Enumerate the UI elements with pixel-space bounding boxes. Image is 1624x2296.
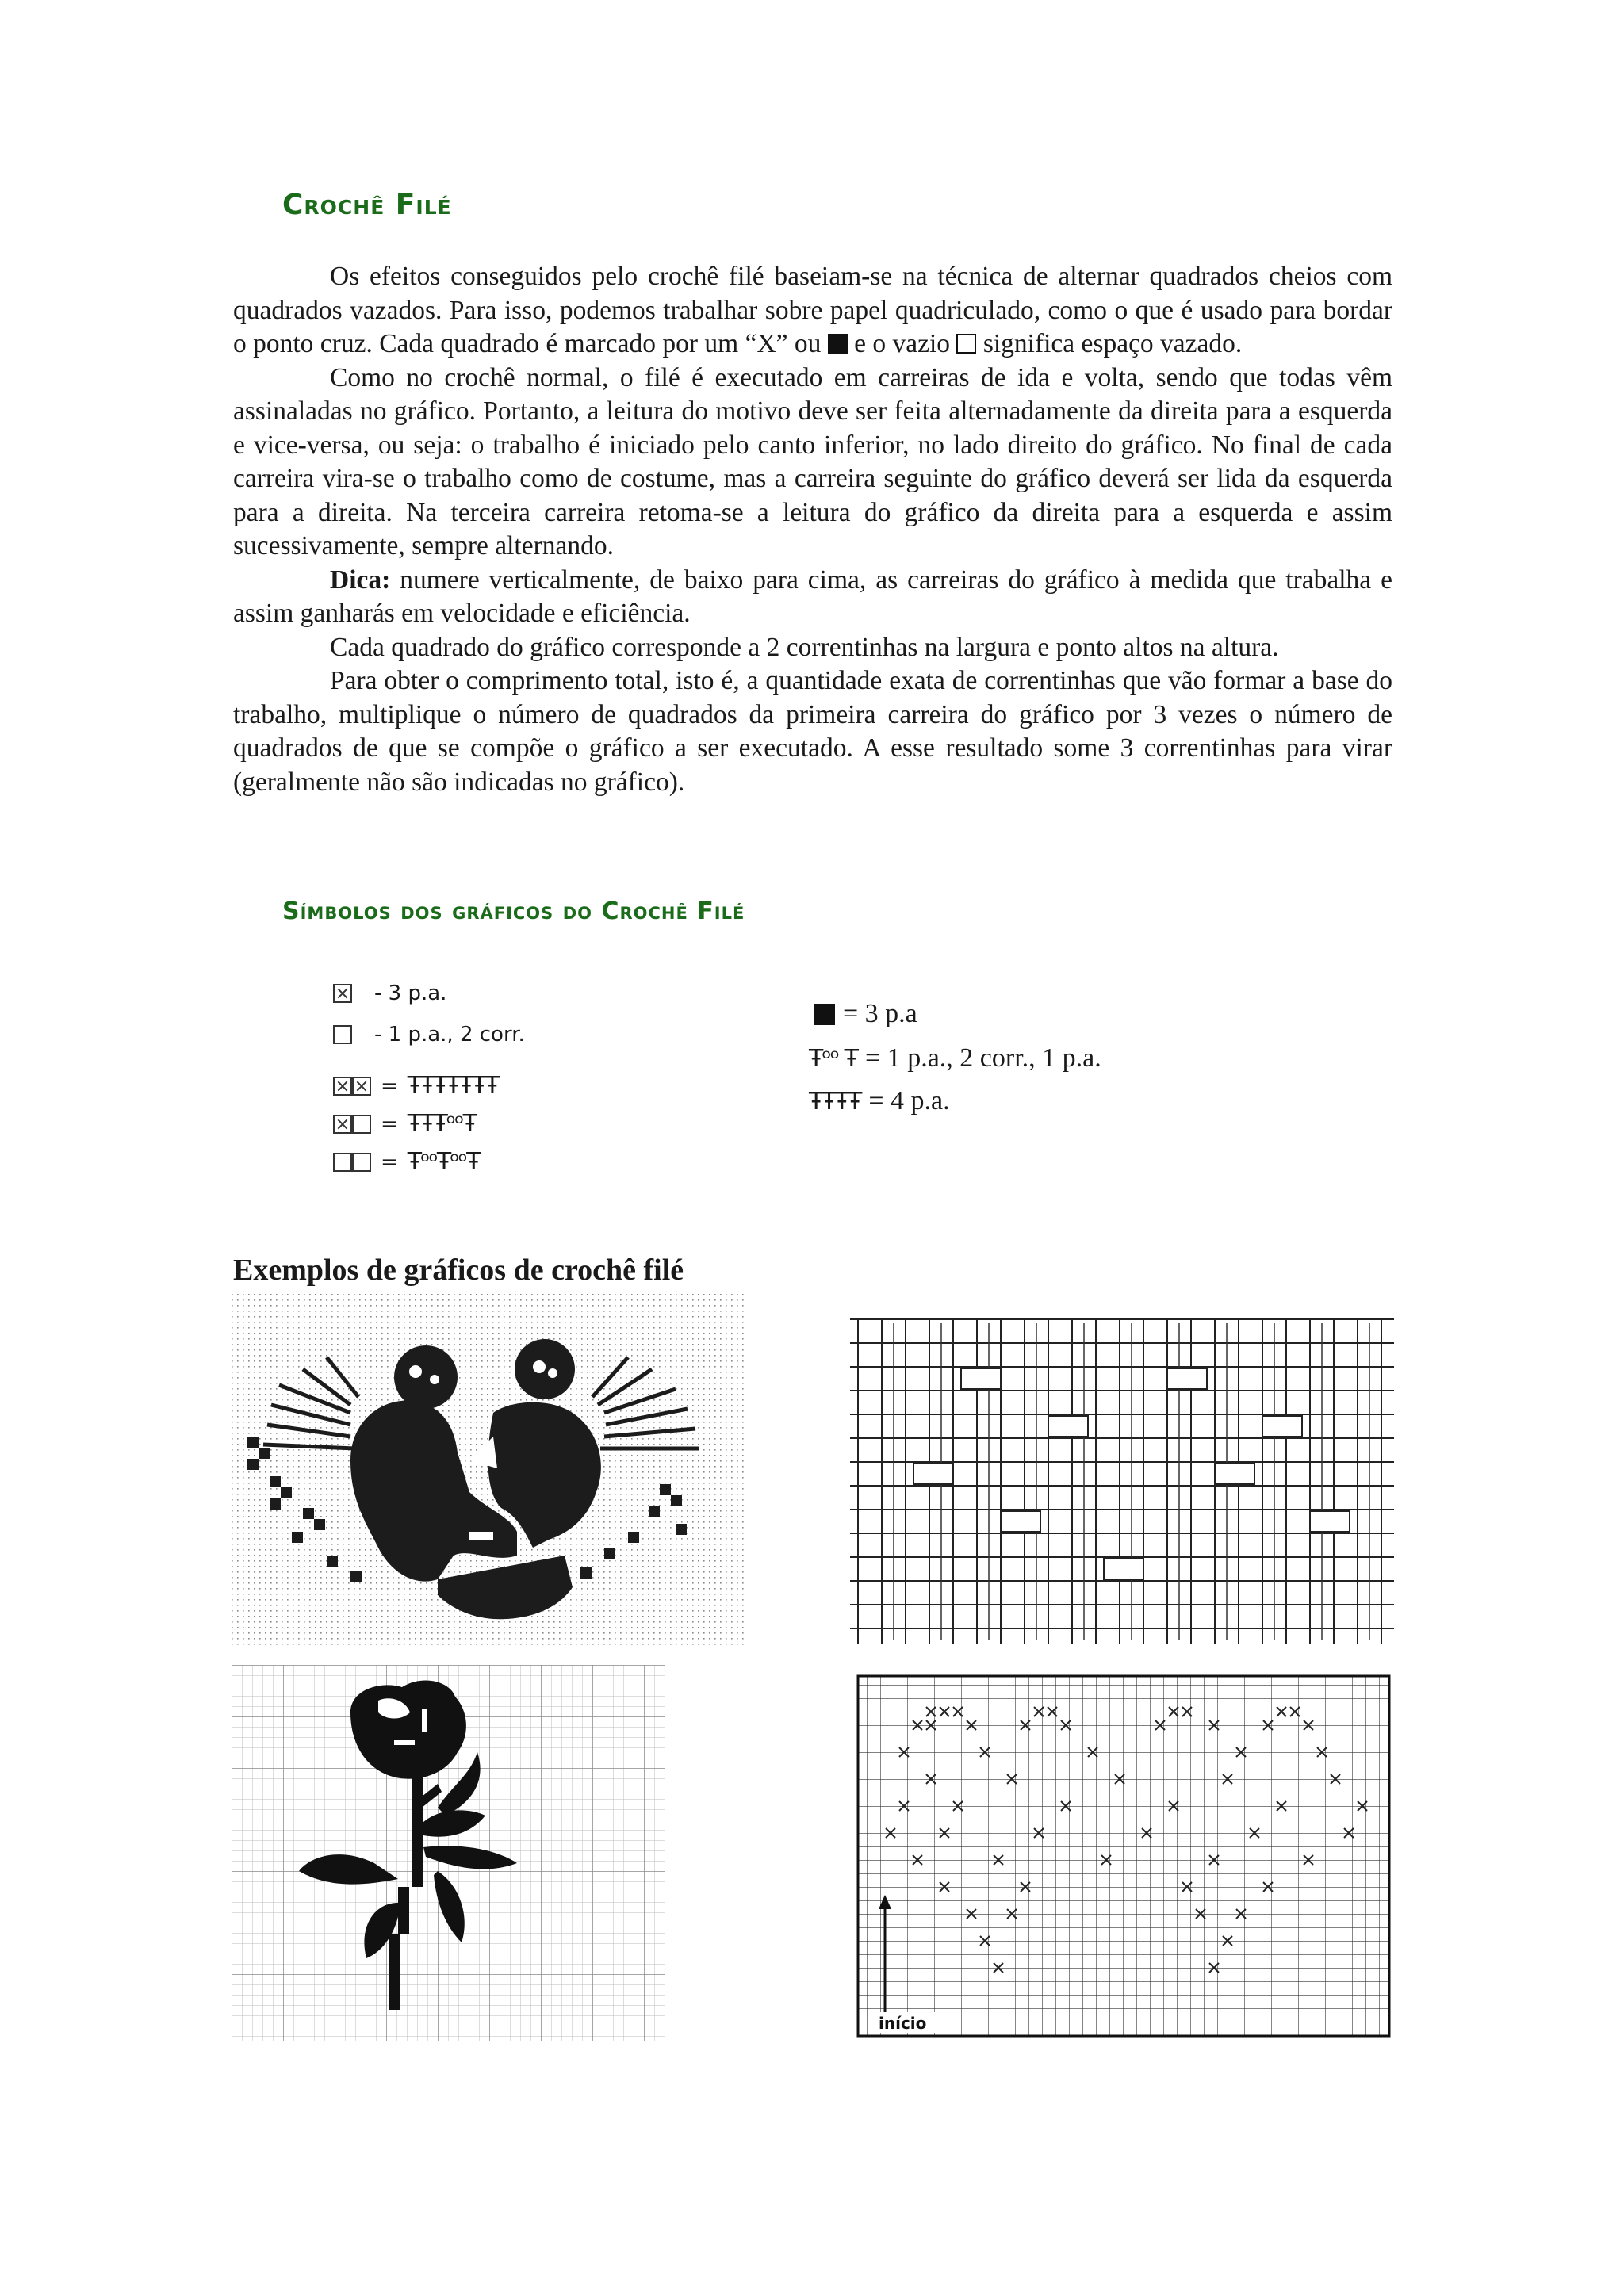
symbol-filled-empty: = ŦŦŦᵒᵒŦ [333,1110,476,1138]
empty-box-icon [333,1025,352,1044]
x-grid-chart [853,1671,1394,2041]
symbol-right-1: = 3 p.a [814,999,917,1029]
symbol-two-empty: = ŦᵒᵒŦᵒᵒŦ [333,1148,479,1176]
page-title: Crochê Filé [282,189,452,221]
paragraph-1: Os efeitos conseguidos pelo crochê filé baseiam-se na técnica de alternar quadrados cheios com quadrados vazados. Para isso, podemos trabalhar sobre papel quadriculado, como o que é usado para bordar o ponto cruz. Cada quadrado é marcado por um “X” ou e o vazio significa espaço vazado. [233,262,1392,358]
symbols-heading: Símbolos dos gráficos do Crochê Filé [282,897,745,925]
rose-chart [232,1665,665,2041]
stitch-diagram-svg [850,1311,1394,1652]
paragraph-2: Como no crochê normal, o filé é executado em carreiras de ida e volta, sendo que todas vêm assinaladas no gráfico. Portanto, a leitura do motivo deve ser feita alternadamente da direita para a esquerda e vice-versa, ou seja: o trabalho é iniciado pelo canto inferior, no lado direito do gráfico. No final de cada carreira vira-se o trabalho como de costume, mas a carreira seguinte do gráfico deverá ser lida da esquerda para a direita. Na terceira carreira retoma-se a leitura do gráfico da direita para a esquerda e assim sucessivamente, sempre alternando. [233,362,1392,561]
x-grid-svg [853,1671,1394,2041]
symbol-filled: - 3 p.a. [333,982,446,1005]
filled-square-icon [828,334,848,354]
symbol-empty: - 1 p.a., 2 corr. [333,1023,525,1047]
empty-square-icon [956,334,976,354]
filled-square-icon [814,1004,835,1025]
start-label: início [879,2014,927,2033]
paragraph-4: Para obter o comprimento total, isto é, a quantidade exata de correntinhas que vão formar a base do trabalho, multiplique o número de quadrados da primeira carreira do gráfico por 3 vezes o número de quadrados de que se compõe o gráfico a ser executado. A esse resultado some 3 correntinhas para virar (geralmente não são indicadas no gráfico). [233,666,1392,797]
angels-chart [232,1294,747,1649]
x-box-icon [333,984,352,1003]
paragraph-tip: Dica: numere verticalmente, de baixo para cima, as carreiras do gráfico à medida que trabalha e assim ganharás em velocidade e eficiência. [233,564,1392,628]
body-text [233,260,1392,799]
symbol-two-filled: = ŦŦŦŦŦŦŦ [333,1072,498,1100]
symbol-right-2: Ŧᵒᵒ Ŧ = 1 p.a., 2 corr., 1 p.a. [809,1043,1101,1073]
paragraph-3: Cada quadrado do gráfico corresponde a 2 correntinhas na largura e ponto altos na altura. [330,632,1279,662]
examples-title: Exemplos de gráficos de crochê filé [233,1253,684,1287]
angels-chart-svg [232,1294,747,1649]
symbol-right-3: ŦŦŦŦ = 4 p.a. [809,1086,950,1115]
rose-chart-svg [232,1665,665,2041]
stitch-diagram-chart [850,1311,1394,1652]
